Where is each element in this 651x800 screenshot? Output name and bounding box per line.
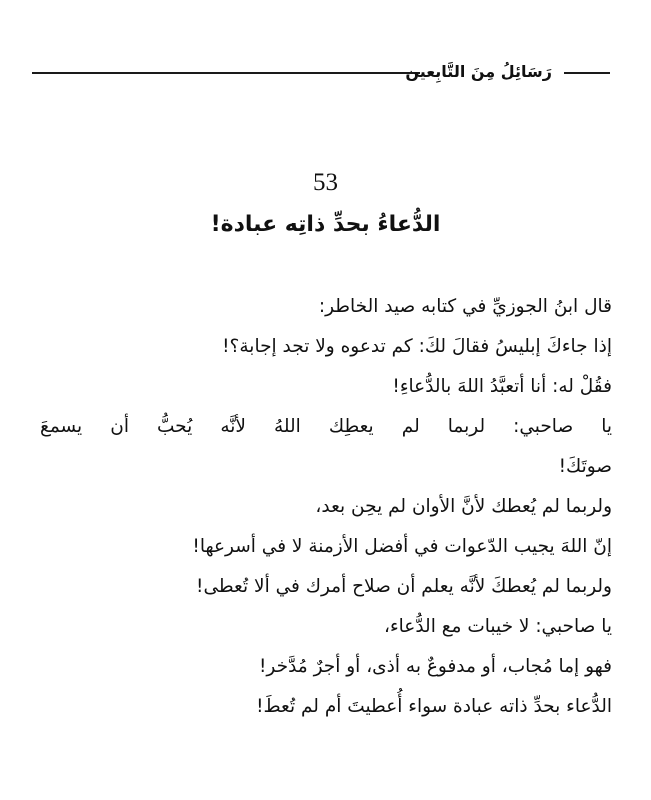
body-line: ولربما لم يُعطك لأنَّ الأوان لم يحِن بعد، bbox=[315, 496, 612, 517]
header-running-title: رَسَائِلُ مِنَ التَّابِعين bbox=[405, 62, 552, 81]
body-line: صوتَكَ! bbox=[558, 456, 612, 477]
chapter-title: الدُّعاءُ بحدِّ ذاتِه عبادة! bbox=[210, 212, 441, 237]
body-line: يا صاحبي: لربما لم يعطِك اللهُ لأنَّه يُحبُّ أن يسمعَ bbox=[40, 416, 612, 437]
body-text bbox=[40, 287, 612, 727]
body-line: إنّ اللهَ يجيب الدّعوات في أفضل الأزمنة لا في أسرعها! bbox=[192, 536, 612, 557]
body-line: قال ابنُ الجوزيِّ في كتابه صيد الخاطر: bbox=[318, 296, 612, 317]
header-rule-left bbox=[32, 72, 420, 74]
header-rule-right bbox=[564, 72, 610, 74]
body-line: فهو إما مُجاب، أو مدفوعٌ به أذى، أو أجرٌ مُدَّخر! bbox=[259, 656, 612, 677]
running-header bbox=[32, 58, 610, 88]
body-line: يا صاحبي: لا خيبات مع الدُّعاء، bbox=[384, 616, 612, 637]
body-line: الدُّعاء بحدِّ ذاته عبادة سواء أُعطيتَ أم لم تُعطَ! bbox=[256, 696, 612, 717]
body-line: إذا جاءكَ إبليسُ فقالَ لكَ: كم تدعوه ولا تجد إجابة؟! bbox=[222, 336, 612, 357]
body-line: فقُلْ له: أنا أتعبَّدُ اللهَ بالدُّعاءِ! bbox=[392, 376, 612, 397]
body-line: ولربما لم يُعطكَ لأنَّه يعلم أن صلاح أمرك في ألا تُعطى! bbox=[196, 576, 612, 597]
chapter-number: 53 bbox=[313, 169, 338, 196]
